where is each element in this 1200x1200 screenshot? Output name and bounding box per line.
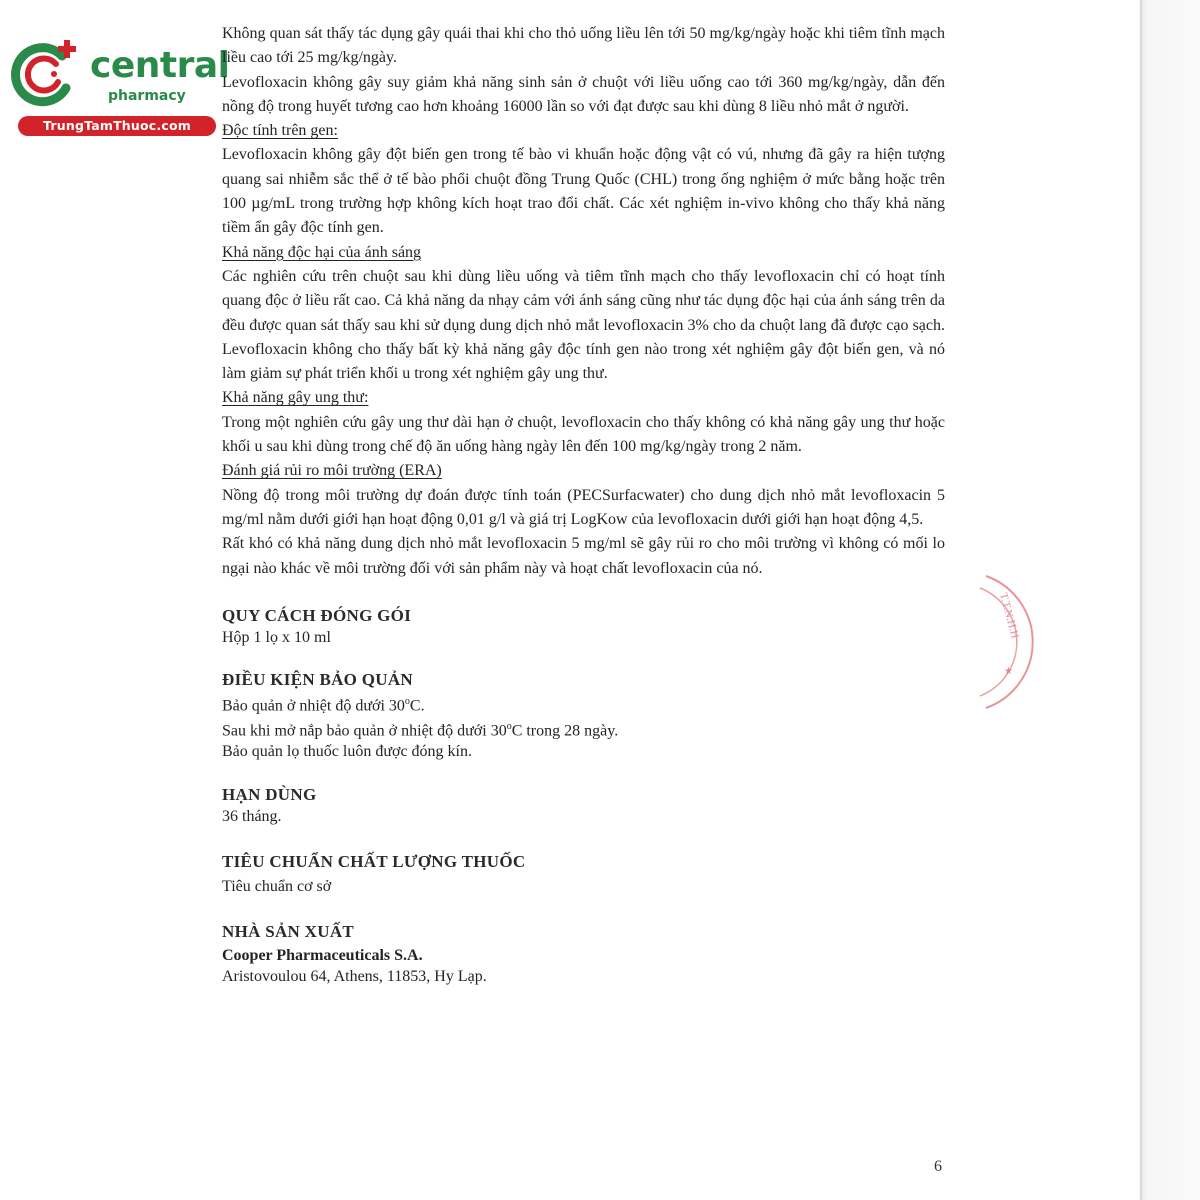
- shelf-life-title: HẠN DÙNG: [222, 785, 317, 805]
- quality-line: Tiêu chuẩn cơ sở: [222, 878, 332, 896]
- heading-carcinogenicity: Khả năng gây ung thư:: [222, 389, 369, 407]
- red-seal-stamp-fragment: [978, 572, 1038, 712]
- paragraph-phototoxicity: Các nghiên cứu trên chuột sau khi dùng liều uống và tiêm tĩnh mạch cho thấy levofloxacin chỉ có hoạt tính quang độc ở liều rất cao. Cả khả năng da nhạy cảm với ánh sáng cũng như tác dụng độc hại của ánh sáng trên da đều được quan sát thấy sau khi sử dụng dung dịch nhỏ mắt levofloxacin 3% cho da chuột lang đã được cạo sạch. Levofloxacin không cho thấy bất kỳ khả năng gây độc tính gen nào trong xét nghiệm gây đột biến gen, và nó làm giảm sự phát triển khối u trong xét nghiệm gây ung thư.: [222, 267, 945, 383]
- logo-brand-text: central: [90, 45, 230, 86]
- heading-phototoxicity: Khả năng độc hại của ánh sáng: [222, 243, 422, 261]
- paragraph-fertility: Levofloxacin không gây suy giảm khả năng sinh sản ở chuột với liều uống cao tới 360 mg/kg/ngày, dẫn đến nồng độ trong huyết tương cao hơn khoảng 16000 lần so với đạt được sau khi dùng 8 liều nhỏ mắt ở người.: [222, 73, 945, 115]
- section-quality-standard: [222, 851, 945, 897]
- paragraph-era-2: Rất khó có khả năng dung dịch nhỏ mắt levofloxacin 5 mg/ml sẽ gây rủi ro cho môi trường vì không có mối lo ngại nào khác về môi trường đối với sản phẩm này và hoạt chất levofloxacin của nó.: [222, 535, 945, 577]
- stamp-text: T.T.N.H.H: [997, 591, 1021, 640]
- manufacturer-name: Cooper Pharmaceuticals S.A.: [222, 947, 423, 965]
- document-body: [222, 22, 945, 987]
- paragraph-carcinogenicity: Trong một nghiên cứu gây ung thư dài hạn ở chuột, levofloxacin cho thấy không có khả năng gây ung thư hoặc khối u sau khi dùng trong chế độ ăn uống hàng ngày lên đến 100 mg/kg/ngày trong 2 năm.: [222, 413, 945, 456]
- manufacturer-title: NHÀ SẢN XUẤT: [222, 922, 355, 942]
- manufacturer-address: Aristovoulou 64, Athens, 11853, Hy Lạp.: [222, 968, 487, 986]
- logo-site-banner: TrungTamThuoc.com: [18, 116, 216, 136]
- pharmacy-logo-icon: [10, 38, 82, 110]
- storage-line-2: Sau khi mở nắp bảo quản ở nhiệt độ dưới 30$^o$C trong 28 ngày.: [222, 721, 619, 740]
- shelf-life-line: 36 tháng.: [222, 808, 282, 826]
- packaging-title: QUY CÁCH ĐÓNG GÓI: [222, 605, 412, 625]
- central-pharmacy-logo: [10, 38, 230, 138]
- storage-title: ĐIỀU KIỆN BẢO QUẢN: [222, 669, 414, 689]
- section-shelf-life: [222, 784, 945, 827]
- paragraph-teratogenicity: Không quan sát thấy tác dụng gây quái thai khi cho thỏ uống liều lên tới 50 mg/kg/ngày hoặc khi tiêm tĩnh mạch liều cao tới 25 mg/kg/ngày.: [222, 25, 945, 67]
- paragraph-era-1: Nồng độ trong môi trường dự đoán được tính toán (PECSurfacwater) cho dung dịch nhỏ mắt levofloxacin 5 mg/ml nằm dưới giới hạn hoạt động 0,01 g/l và giá trị LogKow của levofloxacin dưới giới hạn hoạt động 4,5.: [222, 486, 945, 528]
- page-number: 6: [934, 1158, 942, 1175]
- paragraph-genotoxicity: Levofloxacin không gây đột biến gen trong tế bào vi khuẩn hoặc động vật có vú, nhưng đã gây ra hiện tượng quang sai nhiễm sắc thể ở tế bào phổi chuột đồng Trung Quốc (CHL) trong ống nghiệm ở mức bằng hoặc trên 100 µg/mL trong trường hợp không kích hoạt trao đổi chất. Các xét nghiệm in-vivo không cho thấy khả năng tiềm ẩn gây độc tính gen.: [222, 146, 945, 237]
- storage-line-1: Bảo quản ở nhiệt độ dưới 30$^o$C.: [222, 695, 425, 715]
- storage-line-3: Bảo quản lọ thuốc luôn được đóng kín.: [222, 743, 472, 761]
- quality-title: TIÊU CHUẨN CHẤT LƯỢNG THUỐC: [222, 852, 526, 872]
- svg-text:★: ★: [1004, 666, 1013, 677]
- page-edge-shadow: [1072, 0, 1200, 1200]
- logo-subtitle: pharmacy: [108, 88, 186, 104]
- heading-era: Đánh giá rủi ro môi trường (ERA): [222, 462, 442, 480]
- packaging-line: Hộp 1 lọ x 10 ml: [222, 628, 331, 646]
- heading-genotoxicity: Độc tính trên gen:: [222, 122, 338, 140]
- section-packaging: [222, 605, 945, 648]
- section-manufacturer: [222, 921, 945, 987]
- section-storage: [222, 669, 945, 763]
